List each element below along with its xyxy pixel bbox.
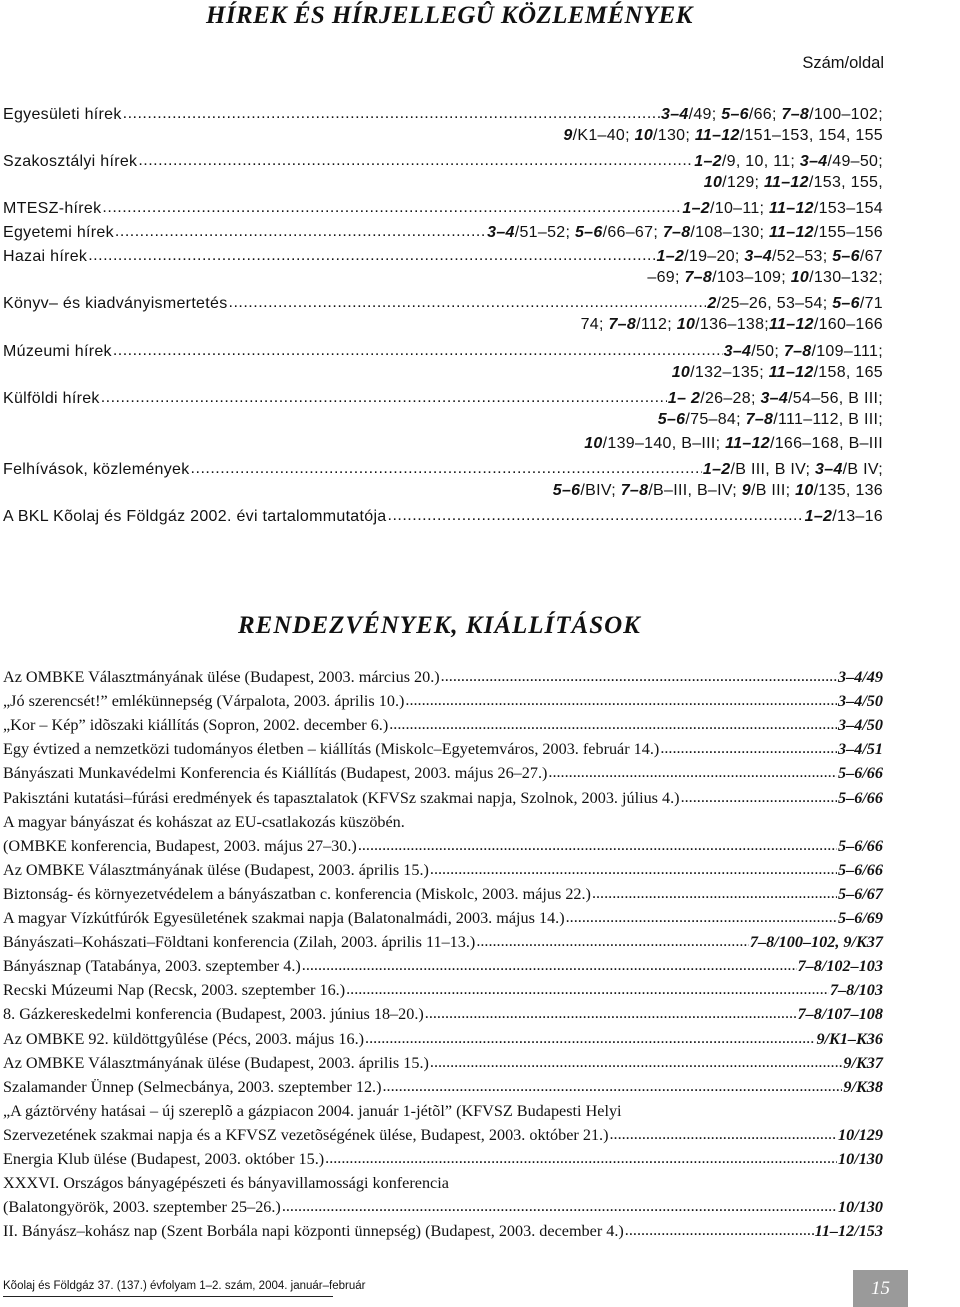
event-row <box>3 1024 883 1048</box>
event-entry <box>3 1024 883 1048</box>
event-entry <box>3 1097 883 1145</box>
event-pages: 5–6/66 <box>838 764 883 783</box>
event-row <box>3 759 883 783</box>
event-entry <box>3 928 883 952</box>
event-pages: 5–6/66 <box>838 788 883 807</box>
news-index-entry <box>3 218 883 242</box>
news-index-title: Egyesületi hírek <box>3 105 122 123</box>
dot-leader <box>389 715 837 734</box>
event-entry <box>3 904 883 928</box>
news-index-pages: 2/25–26, 53–54; 5–6/71 <box>707 295 883 313</box>
event-entry <box>3 1145 883 1169</box>
event-pages: 7–8/102–103 <box>797 957 883 976</box>
event-title: Pakisztáni kutatási–fúrási eredmények és tapasztalatok (KFVSz szakmai napja, Szolnok, 2003. július 4.) <box>3 788 680 807</box>
event-pages: 10/130 <box>838 1149 883 1168</box>
event-title: Az OMBKE Választmányának ülése (Budapest, 2003. április 15.) <box>3 1053 429 1072</box>
news-index-title: Szakosztályi hírek <box>3 153 138 171</box>
dot-leader <box>191 460 702 478</box>
page-number: 15 <box>853 1270 908 1307</box>
event-pages: 10/129 <box>838 1125 883 1144</box>
footer-rule <box>3 1296 333 1297</box>
news-index-row <box>3 100 883 124</box>
news-index-pages: 1–2/B III, B IV; 3–4/B IV; <box>702 461 883 478</box>
news-index-entry <box>3 147 883 194</box>
event-pages: 3–4/50 <box>838 716 883 735</box>
news-index-pages: 1–2/19–20; 3–4/52–53; 5–6/67 <box>656 247 883 265</box>
news-index-pages: 3–4/51–52; 5–6/66–67; 7–8/108–130; 11–12/155–156 <box>487 224 883 242</box>
news-heading: HÍREK ÉS HÍRJELLEGÛ KÖZLEMÉNYEK <box>206 2 693 29</box>
dot-leader <box>325 1149 837 1168</box>
dot-leader <box>660 739 837 758</box>
event-row <box>3 1145 883 1169</box>
news-index-entry <box>3 100 883 147</box>
news-index-pages-continued: 5–6/BIV; 7–8/B–III, B–IV; 9/B III; 10/135, 136 <box>552 482 883 499</box>
event-row <box>3 1193 883 1217</box>
event-title: „Kor – Kép” idõszaki kiállítás (Sopron, 2002. december 6.) <box>3 716 389 735</box>
news-index-entry <box>3 455 883 502</box>
event-title: Az OMBKE Választmányának ülése (Budapest, 2003. március 20.) <box>3 668 440 687</box>
dot-leader <box>88 247 655 265</box>
news-index-pages-continued: 5–6/75–84; 7–8/111–112, B III; <box>657 410 883 428</box>
event-row <box>3 856 883 880</box>
event-title: Recski Múzeumi Nap (Recsk, 2003. szeptember 16.) <box>3 981 346 1000</box>
dot-leader <box>592 884 837 903</box>
event-title: Egy évtized a nemzetközi tudományos életben – kiállítás (Miskolc–Egyetemváros, 2003. február 14.) <box>3 740 660 759</box>
news-index-entry <box>3 195 883 219</box>
dot-leader <box>282 1197 837 1216</box>
event-pages: 5–6/67 <box>838 884 883 903</box>
event-title: 8. Gázkereskedelmi konferencia (Budapest, 2003. június 18–20.) <box>3 1005 424 1024</box>
dot-leader <box>430 860 837 879</box>
news-index-row <box>3 337 883 361</box>
news-index-title: MTESZ-hírek <box>3 200 102 218</box>
news-index-entry <box>3 384 883 455</box>
event-row <box>3 1073 883 1097</box>
dot-leader <box>113 342 723 360</box>
event-title: Bányászati–Kohászati–Földtani konferencia (Zilah, 2003. április 11–13.) <box>3 933 476 952</box>
news-index-pages: 1– 2/26–28; 3–4/54–56, B III; <box>667 389 883 407</box>
news-index <box>3 100 883 526</box>
dot-leader <box>138 152 693 170</box>
event-pages: 5–6/69 <box>838 909 883 928</box>
event-title-line: XXXVI. Országos bányagépészeti és bányavillamossági konferencia <box>3 1174 449 1193</box>
dot-leader <box>365 1029 815 1048</box>
event-entry <box>3 856 883 880</box>
event-title: Az OMBKE Választmányának ülése (Budapest, 2003. április 15.) <box>3 860 429 879</box>
event-row <box>3 663 883 687</box>
event-title: A magyar Vízkútfúrók Egyesületének szakmai napja (Balatonalmádi, 2003. május 14.) <box>3 909 565 928</box>
dot-leader <box>405 691 837 710</box>
news-index-row <box>3 147 883 171</box>
news-index-entry <box>3 503 883 527</box>
event-pages: 3–4/49 <box>838 668 883 687</box>
event-row <box>3 687 883 711</box>
column-header: Szám/oldal <box>802 54 884 72</box>
event-entry <box>3 759 883 783</box>
dot-leader <box>102 199 681 217</box>
dot-leader <box>346 980 829 999</box>
event-pages: 3–4/51 <box>838 740 883 759</box>
dot-leader <box>358 836 837 855</box>
event-entry <box>3 1049 883 1073</box>
news-index-row <box>3 384 883 408</box>
event-entry <box>3 735 883 759</box>
event-entry <box>3 976 883 1000</box>
news-index-title: Hazai hírek <box>3 247 88 265</box>
dot-leader <box>123 105 660 123</box>
event-pages: 3–4/50 <box>838 692 883 711</box>
news-index-pages: 1–2/13–16 <box>804 508 883 526</box>
dot-leader <box>625 1221 814 1240</box>
news-index-pages-continued: 10/139–140, B–III; 11–12/166–168, B–III <box>584 434 883 452</box>
event-entry <box>3 880 883 904</box>
event-title: „Jó szerencsét!” emlékünnepség (Várpalota, 2003. április 10.) <box>3 692 405 711</box>
event-row <box>3 735 883 759</box>
news-index-entry <box>3 290 883 337</box>
news-index-pages-continued: 74; 7–8/112; 10/136–138;11–12/160–166 <box>580 316 883 334</box>
news-index-pages-continued: –69; 7–8/103–109; 10/130–132; <box>647 268 883 286</box>
news-index-row <box>3 242 883 266</box>
dot-leader <box>609 1125 837 1144</box>
news-index-pages-continued: 9/K1–40; 10/130; 11–12/151–153, 154, 155 <box>563 126 883 144</box>
event-row <box>3 976 883 1000</box>
event-pages: 7–8/103 <box>829 981 883 1000</box>
dot-leader <box>388 507 804 525</box>
dot-leader <box>430 1053 843 1072</box>
news-index-title: Külföldi hírek <box>3 389 100 407</box>
event-entry <box>3 663 883 687</box>
news-index-row <box>3 195 883 219</box>
event-entry <box>3 808 883 856</box>
news-index-row <box>3 218 883 242</box>
event-pages: 9/K1–K36 <box>816 1029 883 1048</box>
event-title: Energia Klub ülése (Budapest, 2003. október 15.) <box>3 1149 325 1168</box>
news-index-title: Felhívások, közlemények <box>3 461 190 478</box>
event-row <box>3 1121 883 1145</box>
event-entry <box>3 1000 883 1024</box>
event-row <box>3 928 883 952</box>
event-row <box>3 1000 883 1024</box>
dot-leader <box>566 908 837 927</box>
event-row <box>3 1049 883 1073</box>
event-pages: 7–8/100–102, 9/K37 <box>749 933 883 952</box>
news-index-title: A BKL Kõolaj és Földgáz 2002. évi tartalommutatója <box>3 508 387 526</box>
events-list <box>3 663 883 1241</box>
event-title: Szervezetének szakmai napja és a KFVSZ vezetõségének ülése, Budapest, 2003. október 21.) <box>3 1125 609 1144</box>
event-title: (OMBKE konferencia, Budapest, 2003. május 27–30.) <box>3 836 357 855</box>
event-title: Szalamander Ünnep (Selmecbánya, 2003. szeptember 12.) <box>3 1077 382 1096</box>
dot-leader <box>115 223 486 241</box>
dot-leader <box>476 932 749 951</box>
news-index-pages: 3–4/50; 7–8/109–111; <box>723 342 883 360</box>
event-row <box>3 952 883 976</box>
news-index-entry <box>3 337 883 384</box>
event-title: II. Bányász–kohász nap (Szent Borbála napi központi ünnepség) (Budapest, 2003. december 4.) <box>3 1222 624 1241</box>
event-row <box>3 711 883 735</box>
event-pages: 11–12/153 <box>814 1222 883 1241</box>
event-row <box>3 832 883 856</box>
event-title: Az OMBKE 92. küldöttgyûlése (Pécs, 2003. május 16.) <box>3 1029 365 1048</box>
dot-leader <box>302 956 797 975</box>
dot-leader <box>548 763 837 782</box>
event-row <box>3 880 883 904</box>
news-index-title: Egyetemi hírek <box>3 224 114 242</box>
news-index-row <box>3 503 883 527</box>
event-title: Bányászati Munkavédelmi Konferencia és Kiállítás (Budapest, 2003. május 26–27.) <box>3 764 548 783</box>
news-index-row <box>3 290 883 314</box>
news-index-pages-continued: 10/132–135; 11–12/158, 165 <box>671 363 883 381</box>
event-row <box>3 904 883 928</box>
news-index-row <box>3 455 883 479</box>
event-title: Bányásznap (Tatabánya, 2003. szeptember 4.) <box>3 957 301 976</box>
event-entry <box>3 952 883 976</box>
dot-leader <box>441 667 837 686</box>
event-pages: 9/K38 <box>843 1077 883 1096</box>
event-title: (Balatongyörök, 2003. szeptember 25–26.) <box>3 1198 281 1217</box>
event-title: Biztonság- és környezetvédelem a bányászatban c. konferencia (Miskolc, 2003. május 22.) <box>3 884 591 903</box>
event-entry <box>3 1217 883 1241</box>
event-row <box>3 1217 883 1241</box>
news-index-pages-continued: 10/129; 11–12/153, 155, <box>703 174 883 192</box>
news-index-entry <box>3 242 883 289</box>
event-entry <box>3 711 883 735</box>
dot-leader <box>229 294 707 312</box>
news-index-pages: 3–4/49; 5–6/66; 7–8/100–102; <box>661 105 883 123</box>
event-pages: 5–6/66 <box>838 860 883 879</box>
event-entry <box>3 687 883 711</box>
dot-leader <box>101 389 667 407</box>
event-title-line: A magyar bányászat és kohászat az EU-csatlakozás küszöbén. <box>3 812 405 831</box>
event-entry <box>3 783 883 807</box>
event-row <box>3 783 883 807</box>
event-pages: 9/K37 <box>843 1053 883 1072</box>
event-entry <box>3 1169 883 1217</box>
news-index-pages: 1–2/10–11; 11–12/153–154 <box>682 200 883 218</box>
dot-leader <box>382 1077 842 1096</box>
dot-leader <box>681 788 837 807</box>
event-pages: 7–8/107–108 <box>797 1005 883 1024</box>
news-index-title: Múzeumi hírek <box>3 342 112 360</box>
news-index-title: Könyv– és kiadványismertetés <box>3 295 228 313</box>
event-entry <box>3 1073 883 1097</box>
footer-citation: Kõolaj és Földgáz 37. (137.) évfolyam 1–2. szám, 2004. január–február <box>3 1280 366 1292</box>
news-index-pages: 1–2/9, 10, 11; 3–4/49–50; <box>694 153 883 171</box>
event-pages: 10/130 <box>838 1198 883 1217</box>
events-heading: RENDEZVÉNYEK, KIÁLLÍTÁSOK <box>238 612 641 639</box>
event-title-line: „A gáztörvény hatásai – új szereplõ a gázpiacon 2004. január 1-jétõl” (KFVSZ Budapesti Helyi <box>3 1101 622 1120</box>
dot-leader <box>425 1004 797 1023</box>
event-pages: 5–6/66 <box>838 836 883 855</box>
